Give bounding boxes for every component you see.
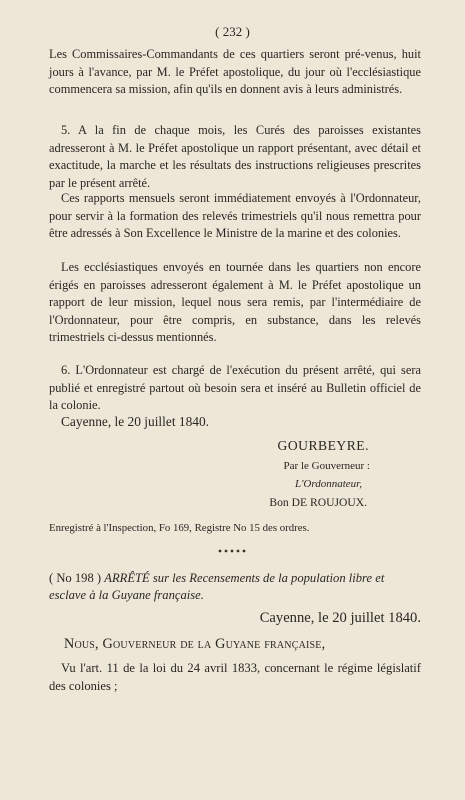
page-number: ( 232 ) (215, 24, 250, 39)
act-title: ARRÊTÉ sur les Recensements de la population libre et esclave à la Guyane française. (49, 571, 385, 602)
paragraph-1: Les Commissaires-Commandants de ces quartiers seront pré-venus, huit jours à l'avance, par M. le Préfet apostolique, du jour où l'ecclésiastique commencera sa mission, afin qu'ils en donnent avis à leurs administrés. (49, 47, 421, 97)
registration-line: Enregistré à l'Inspection, Fo 169, Registre No 15 des ordres. (49, 522, 310, 534)
paragraph-article-5: 5. A la fin de chaque mois, les Curés des paroisses existantes adresseront à M. le Préfet apostolique un rapport présentant, avec détail et exactitude, la marche et les résultats des instructions religieuses prescrites par le présent arrêté. (49, 123, 421, 190)
paragraph-article-6: 6. L'Ordonnateur est chargé de l'exécution du présent arrêté, qui sera publié et enregistré partout où besoin sera et inséré au Bulletin officiel de la colonie. (49, 363, 421, 413)
act-number: ( No 198 ) (49, 571, 102, 585)
signature-official: Bon DE ROUJOUX. (269, 496, 367, 509)
paragraph-4: Les ecclésiastiques envoyés en tournée dans les quartiers non encore érigés en paroisses adresseront également à M. le Préfet apostolique un rapport de leur mission, lequel nous sera remis, par l'intermédiaire de l'Ordonnateur, pour être compris, en substance, dans les relevés trimestriels ci-dessus mentionnés. (49, 260, 421, 345)
date-line: Cayenne, le 20 juillet 1840. (61, 414, 210, 429)
paragraph-3: Ces rapports mensuels seront immédiatement envoyés à l'Ordonnateur, pour servir à la formation des relevés trimestriels qu'il nous remettra pour être adressés à Son Excellence le Ministre de la marine et des colonies. (49, 191, 421, 241)
signature-name: GOURBEYRE. (277, 438, 369, 453)
signature-role: L'Ordonnateur, (294, 478, 362, 490)
separator-ornament (217, 548, 247, 554)
act-vu: Vu l'art. 11 de la loi du 24 avril 1833, concernant le régime législatif des colonies ; (49, 661, 421, 693)
signature-by: Par le Gouverneur : (283, 460, 370, 472)
act-preamble: Nous, Gouverneur de la Guyane française, (64, 636, 326, 652)
act-date: Cayenne, le 20 juillet 1840. (259, 610, 421, 626)
act-heading (49, 570, 421, 604)
